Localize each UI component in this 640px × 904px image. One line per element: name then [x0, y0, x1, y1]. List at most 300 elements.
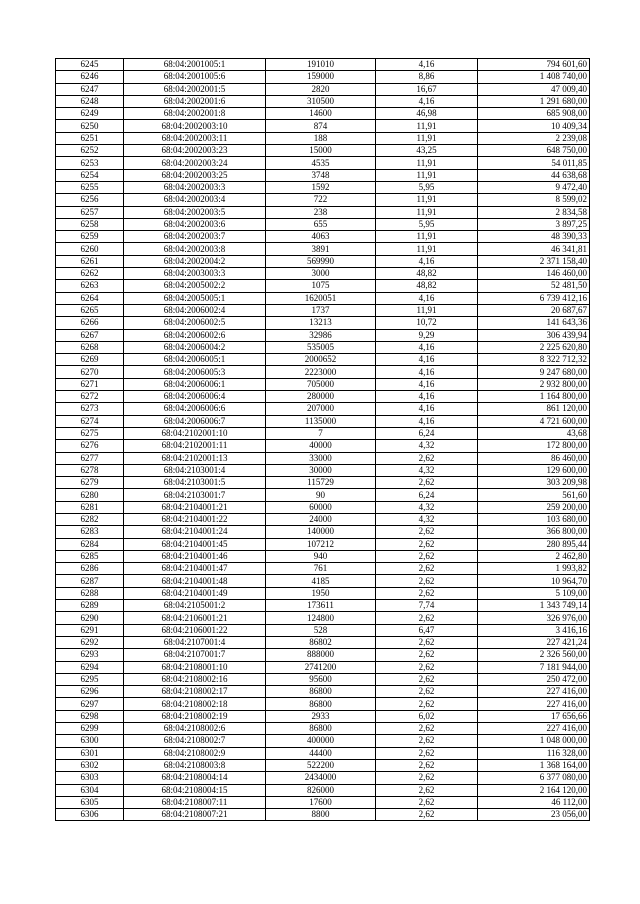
row-number-cell: 6305: [56, 796, 124, 808]
value-cell: 20 687,67: [478, 304, 590, 316]
row-number-cell: 6261: [56, 255, 124, 267]
area-cell: 60000: [266, 501, 376, 513]
cadastral-number-cell: 68:04:2108007:21: [124, 809, 266, 821]
cadastral-number-cell: 68:04:2107001:4: [124, 636, 266, 648]
value-cell: 86 460,00: [478, 452, 590, 464]
table-body: [56, 59, 590, 821]
row-number-cell: 6274: [56, 415, 124, 427]
area-cell: 207000: [266, 403, 376, 415]
row-number-cell: 6262: [56, 268, 124, 280]
rate-cell: 2,62: [376, 575, 478, 587]
rate-cell: 4,16: [376, 366, 478, 378]
table-row: [56, 317, 590, 329]
table-row: [56, 698, 590, 710]
table-row: [56, 403, 590, 415]
value-cell: 4 721 600,00: [478, 415, 590, 427]
area-cell: 3748: [266, 169, 376, 181]
row-number-cell: 6293: [56, 649, 124, 661]
row-number-cell: 6306: [56, 809, 124, 821]
table-row: [56, 231, 590, 243]
table-row: [56, 169, 590, 181]
rate-cell: 2,62: [376, 477, 478, 489]
rate-cell: 4,32: [376, 464, 478, 476]
rate-cell: 4,16: [376, 341, 478, 353]
row-number-cell: 6299: [56, 723, 124, 735]
value-cell: 3 897,25: [478, 218, 590, 230]
row-number-cell: 6249: [56, 108, 124, 120]
value-cell: 116 328,00: [478, 747, 590, 759]
table-row: [56, 83, 590, 95]
row-number-cell: 6286: [56, 563, 124, 575]
area-cell: 705000: [266, 378, 376, 390]
value-cell: 103 680,00: [478, 513, 590, 525]
table-row: [56, 206, 590, 218]
area-cell: 761: [266, 563, 376, 575]
table-row: [56, 95, 590, 107]
row-number-cell: 6295: [56, 673, 124, 685]
value-cell: 2 834,58: [478, 206, 590, 218]
rate-cell: 4,16: [376, 415, 478, 427]
area-cell: 1135000: [266, 415, 376, 427]
value-cell: 17 656,66: [478, 710, 590, 722]
cadastral-number-cell: 68:04:2002004:2: [124, 255, 266, 267]
row-number-cell: 6263: [56, 280, 124, 292]
cadastral-number-cell: 68:04:2102001:11: [124, 440, 266, 452]
rate-cell: 46,98: [376, 108, 478, 120]
table-row: [56, 354, 590, 366]
table-row: [56, 661, 590, 673]
cadastral-number-cell: 68:04:2106001:22: [124, 624, 266, 636]
cadastral-number-cell: 68:04:2103001:7: [124, 489, 266, 501]
area-cell: 86800: [266, 686, 376, 698]
rate-cell: 11,91: [376, 231, 478, 243]
table-row: [56, 772, 590, 784]
row-number-cell: 6304: [56, 784, 124, 796]
row-number-cell: 6253: [56, 157, 124, 169]
table-row: [56, 120, 590, 132]
area-cell: 86800: [266, 698, 376, 710]
rate-cell: 6,24: [376, 427, 478, 439]
area-cell: 2933: [266, 710, 376, 722]
table-row: [56, 809, 590, 821]
table-row: [56, 636, 590, 648]
cadastral-number-cell: 68:04:2104001:47: [124, 563, 266, 575]
cadastral-number-cell: 68:04:2002001:6: [124, 95, 266, 107]
rate-cell: 8,86: [376, 71, 478, 83]
area-cell: 95600: [266, 673, 376, 685]
area-cell: 2741200: [266, 661, 376, 673]
value-cell: 2 164 120,00: [478, 784, 590, 796]
area-cell: 188: [266, 132, 376, 144]
rate-cell: 4,16: [376, 378, 478, 390]
rate-cell: 11,91: [376, 169, 478, 181]
row-number-cell: 6294: [56, 661, 124, 673]
value-cell: 2 932 800,00: [478, 378, 590, 390]
row-number-cell: 6277: [56, 452, 124, 464]
table-row: [56, 243, 590, 255]
row-number-cell: 6280: [56, 489, 124, 501]
rate-cell: 2,62: [376, 649, 478, 661]
area-cell: 888000: [266, 649, 376, 661]
row-number-cell: 6290: [56, 612, 124, 624]
rate-cell: 11,91: [376, 206, 478, 218]
cadastral-number-cell: 68:04:2006002:4: [124, 304, 266, 316]
area-cell: 2820: [266, 83, 376, 95]
cadastral-number-cell: 68:04:2006006:6: [124, 403, 266, 415]
value-cell: 46 112,00: [478, 796, 590, 808]
value-cell: 52 481,50: [478, 280, 590, 292]
area-cell: 1950: [266, 587, 376, 599]
row-number-cell: 6275: [56, 427, 124, 439]
row-number-cell: 6284: [56, 538, 124, 550]
table-row: [56, 759, 590, 771]
table-row: [56, 784, 590, 796]
row-number-cell: 6260: [56, 243, 124, 255]
table-row: [56, 464, 590, 476]
table-row: [56, 268, 590, 280]
value-cell: 6 377 080,00: [478, 772, 590, 784]
value-cell: 648 750,00: [478, 145, 590, 157]
cadastral-number-cell: 68:04:2002003:24: [124, 157, 266, 169]
value-cell: 685 908,00: [478, 108, 590, 120]
cadastral-number-cell: 68:04:2104001:46: [124, 550, 266, 562]
table-row: [56, 452, 590, 464]
cadastral-number-cell: 68:04:2102001:13: [124, 452, 266, 464]
row-number-cell: 6250: [56, 120, 124, 132]
value-cell: 47 009,40: [478, 83, 590, 95]
cadastral-number-cell: 68:04:2002003:10: [124, 120, 266, 132]
value-cell: 9 472,40: [478, 181, 590, 193]
rate-cell: 5,95: [376, 218, 478, 230]
area-cell: 30000: [266, 464, 376, 476]
cadastral-value-table: [55, 58, 590, 821]
table-row: [56, 181, 590, 193]
table-row: [56, 108, 590, 120]
rate-cell: 10,72: [376, 317, 478, 329]
cadastral-number-cell: 68:04:2105001:2: [124, 600, 266, 612]
row-number-cell: 6270: [56, 366, 124, 378]
table-row: [56, 710, 590, 722]
cadastral-number-cell: 68:04:2103001:5: [124, 477, 266, 489]
cadastral-number-cell: 68:04:2006006:7: [124, 415, 266, 427]
rate-cell: 4,16: [376, 255, 478, 267]
area-cell: 655: [266, 218, 376, 230]
area-cell: 940: [266, 550, 376, 562]
value-cell: 2 239,08: [478, 132, 590, 144]
rate-cell: 11,91: [376, 194, 478, 206]
row-number-cell: 6292: [56, 636, 124, 648]
cadastral-number-cell: 68:04:2006005:1: [124, 354, 266, 366]
rate-cell: 48,82: [376, 268, 478, 280]
row-number-cell: 6287: [56, 575, 124, 587]
value-cell: 2 462,80: [478, 550, 590, 562]
row-number-cell: 6281: [56, 501, 124, 513]
cadastral-number-cell: 68:04:2002003:8: [124, 243, 266, 255]
cadastral-number-cell: 68:04:2108002:19: [124, 710, 266, 722]
area-cell: 4063: [266, 231, 376, 243]
value-cell: 861 120,00: [478, 403, 590, 415]
value-cell: 129 600,00: [478, 464, 590, 476]
cadastral-number-cell: 68:04:2005002:2: [124, 280, 266, 292]
rate-cell: 4,16: [376, 391, 478, 403]
value-cell: 366 800,00: [478, 526, 590, 538]
cadastral-number-cell: 68:04:2104001:45: [124, 538, 266, 550]
rate-cell: 2,62: [376, 772, 478, 784]
row-number-cell: 6272: [56, 391, 124, 403]
row-number-cell: 6303: [56, 772, 124, 784]
row-number-cell: 6254: [56, 169, 124, 181]
rate-cell: 2,62: [376, 550, 478, 562]
row-number-cell: 6269: [56, 354, 124, 366]
area-cell: 15000: [266, 145, 376, 157]
table-row: [56, 796, 590, 808]
rate-cell: 2,62: [376, 723, 478, 735]
value-cell: 561,60: [478, 489, 590, 501]
area-cell: 40000: [266, 440, 376, 452]
cadastral-number-cell: 68:04:2002001:8: [124, 108, 266, 120]
row-number-cell: 6265: [56, 304, 124, 316]
rate-cell: 4,16: [376, 292, 478, 304]
value-cell: 8 599,02: [478, 194, 590, 206]
cadastral-number-cell: 68:04:2006002:6: [124, 329, 266, 341]
row-number-cell: 6296: [56, 686, 124, 698]
cadastral-number-cell: 68:04:2108002:18: [124, 698, 266, 710]
table-row: [56, 440, 590, 452]
row-number-cell: 6258: [56, 218, 124, 230]
area-cell: 33000: [266, 452, 376, 464]
value-cell: 6 739 412,16: [478, 292, 590, 304]
table-row: [56, 723, 590, 735]
row-number-cell: 6279: [56, 477, 124, 489]
cadastral-number-cell: 68:04:2001005:1: [124, 59, 266, 71]
table-row: [56, 686, 590, 698]
row-number-cell: 6247: [56, 83, 124, 95]
area-cell: 90: [266, 489, 376, 501]
value-cell: 9 247 680,00: [478, 366, 590, 378]
area-cell: 310500: [266, 95, 376, 107]
row-number-cell: 6267: [56, 329, 124, 341]
area-cell: 1592: [266, 181, 376, 193]
cadastral-number-cell: 68:04:2104001:21: [124, 501, 266, 513]
cadastral-number-cell: 68:04:2108004:14: [124, 772, 266, 784]
table-row: [56, 526, 590, 538]
row-number-cell: 6252: [56, 145, 124, 157]
rate-cell: 16,67: [376, 83, 478, 95]
document-page: [55, 58, 589, 821]
table-row: [56, 587, 590, 599]
row-number-cell: 6288: [56, 587, 124, 599]
row-number-cell: 6264: [56, 292, 124, 304]
area-cell: 1737: [266, 304, 376, 316]
rate-cell: 2,62: [376, 698, 478, 710]
cadastral-number-cell: 68:04:2002003:23: [124, 145, 266, 157]
cadastral-number-cell: 68:04:2006005:3: [124, 366, 266, 378]
cadastral-number-cell: 68:04:2108003:8: [124, 759, 266, 771]
area-cell: 4185: [266, 575, 376, 587]
area-cell: 874: [266, 120, 376, 132]
table-row: [56, 735, 590, 747]
value-cell: 23 056,00: [478, 809, 590, 821]
cadastral-number-cell: 68:04:2006006:1: [124, 378, 266, 390]
table-row: [56, 477, 590, 489]
cadastral-number-cell: 68:04:2002003:3: [124, 181, 266, 193]
area-cell: 400000: [266, 735, 376, 747]
table-row: [56, 612, 590, 624]
row-number-cell: 6255: [56, 181, 124, 193]
area-cell: 17600: [266, 796, 376, 808]
rate-cell: 2,62: [376, 452, 478, 464]
area-cell: 3000: [266, 268, 376, 280]
rate-cell: 2,62: [376, 759, 478, 771]
area-cell: 13213: [266, 317, 376, 329]
rate-cell: 2,62: [376, 538, 478, 550]
value-cell: 2 225 620,80: [478, 341, 590, 353]
row-number-cell: 6289: [56, 600, 124, 612]
rate-cell: 2,62: [376, 673, 478, 685]
rate-cell: 2,62: [376, 526, 478, 538]
cadastral-number-cell: 68:04:2108002:16: [124, 673, 266, 685]
row-number-cell: 6266: [56, 317, 124, 329]
cadastral-number-cell: 68:04:2108007:11: [124, 796, 266, 808]
table-row: [56, 391, 590, 403]
table-row: [56, 624, 590, 636]
value-cell: 54 011,85: [478, 157, 590, 169]
value-cell: 259 200,00: [478, 501, 590, 513]
value-cell: 1 164 800,00: [478, 391, 590, 403]
table-row: [56, 427, 590, 439]
table-row: [56, 292, 590, 304]
rate-cell: 2,62: [376, 612, 478, 624]
row-number-cell: 6251: [56, 132, 124, 144]
table-row: [56, 378, 590, 390]
area-cell: 1620051: [266, 292, 376, 304]
table-row: [56, 538, 590, 550]
rate-cell: 4,32: [376, 513, 478, 525]
area-cell: 238: [266, 206, 376, 218]
table-row: [56, 304, 590, 316]
row-number-cell: 6291: [56, 624, 124, 636]
rate-cell: 2,62: [376, 636, 478, 648]
value-cell: 303 209,98: [478, 477, 590, 489]
area-cell: 528: [266, 624, 376, 636]
area-cell: 159000: [266, 71, 376, 83]
area-cell: 280000: [266, 391, 376, 403]
cadastral-number-cell: 68:04:2001005:6: [124, 71, 266, 83]
value-cell: 2 371 158,40: [478, 255, 590, 267]
cadastral-number-cell: 68:04:2108002:6: [124, 723, 266, 735]
cadastral-number-cell: 68:04:2002003:5: [124, 206, 266, 218]
row-number-cell: 6257: [56, 206, 124, 218]
cadastral-number-cell: 68:04:2002003:25: [124, 169, 266, 181]
rate-cell: 6,02: [376, 710, 478, 722]
cadastral-number-cell: 68:04:2002003:7: [124, 231, 266, 243]
value-cell: 1 408 740,00: [478, 71, 590, 83]
rate-cell: 2,62: [376, 587, 478, 599]
cadastral-number-cell: 68:04:2106001:21: [124, 612, 266, 624]
value-cell: 3 416,16: [478, 624, 590, 636]
value-cell: 141 643,36: [478, 317, 590, 329]
rate-cell: 4,16: [376, 95, 478, 107]
value-cell: 44 638,68: [478, 169, 590, 181]
row-number-cell: 6256: [56, 194, 124, 206]
area-cell: 124800: [266, 612, 376, 624]
row-number-cell: 6283: [56, 526, 124, 538]
rate-cell: 11,91: [376, 157, 478, 169]
rate-cell: 43,25: [376, 145, 478, 157]
rate-cell: 7,74: [376, 600, 478, 612]
table-row: [56, 489, 590, 501]
table-row: [56, 255, 590, 267]
rate-cell: 11,91: [376, 243, 478, 255]
area-cell: 826000: [266, 784, 376, 796]
area-cell: 2223000: [266, 366, 376, 378]
cadastral-number-cell: 68:04:2002003:6: [124, 218, 266, 230]
value-cell: 1 368 164,00: [478, 759, 590, 771]
table-row: [56, 600, 590, 612]
cadastral-number-cell: 68:04:2108002:17: [124, 686, 266, 698]
row-number-cell: 6259: [56, 231, 124, 243]
rate-cell: 6,47: [376, 624, 478, 636]
value-cell: 5 109,00: [478, 587, 590, 599]
table-row: [56, 280, 590, 292]
value-cell: 146 460,00: [478, 268, 590, 280]
rate-cell: 11,91: [376, 132, 478, 144]
table-row: [56, 157, 590, 169]
table-row: [56, 563, 590, 575]
cadastral-number-cell: 68:04:2006006:4: [124, 391, 266, 403]
row-number-cell: 6271: [56, 378, 124, 390]
row-number-cell: 6278: [56, 464, 124, 476]
row-number-cell: 6282: [56, 513, 124, 525]
rate-cell: 9,29: [376, 329, 478, 341]
value-cell: 1 993,82: [478, 563, 590, 575]
area-cell: 14600: [266, 108, 376, 120]
cadastral-number-cell: 68:04:2108004:15: [124, 784, 266, 796]
rate-cell: 48,82: [376, 280, 478, 292]
value-cell: 250 472,00: [478, 673, 590, 685]
value-cell: 2 326 560,00: [478, 649, 590, 661]
area-cell: 173611: [266, 600, 376, 612]
cadastral-number-cell: 68:04:2005005:1: [124, 292, 266, 304]
cadastral-number-cell: 68:04:2006004:2: [124, 341, 266, 353]
area-cell: 86800: [266, 723, 376, 735]
row-number-cell: 6302: [56, 759, 124, 771]
cadastral-number-cell: 68:04:2002001:5: [124, 83, 266, 95]
table-row: [56, 366, 590, 378]
row-number-cell: 6301: [56, 747, 124, 759]
area-cell: 722: [266, 194, 376, 206]
table-row: [56, 145, 590, 157]
table-row: [56, 649, 590, 661]
row-number-cell: 6276: [56, 440, 124, 452]
table-row: [56, 415, 590, 427]
rate-cell: 2,62: [376, 563, 478, 575]
cadastral-number-cell: 68:04:2002003:11: [124, 132, 266, 144]
row-number-cell: 6245: [56, 59, 124, 71]
table-row: [56, 501, 590, 513]
rate-cell: 4,32: [376, 440, 478, 452]
area-cell: 24000: [266, 513, 376, 525]
cadastral-number-cell: 68:04:2102001:10: [124, 427, 266, 439]
row-number-cell: 6273: [56, 403, 124, 415]
area-cell: 4535: [266, 157, 376, 169]
area-cell: 2000652: [266, 354, 376, 366]
value-cell: 1 048 000,00: [478, 735, 590, 747]
cadastral-number-cell: 68:04:2104001:22: [124, 513, 266, 525]
value-cell: 280 895,44: [478, 538, 590, 550]
area-cell: 7: [266, 427, 376, 439]
area-cell: 569990: [266, 255, 376, 267]
